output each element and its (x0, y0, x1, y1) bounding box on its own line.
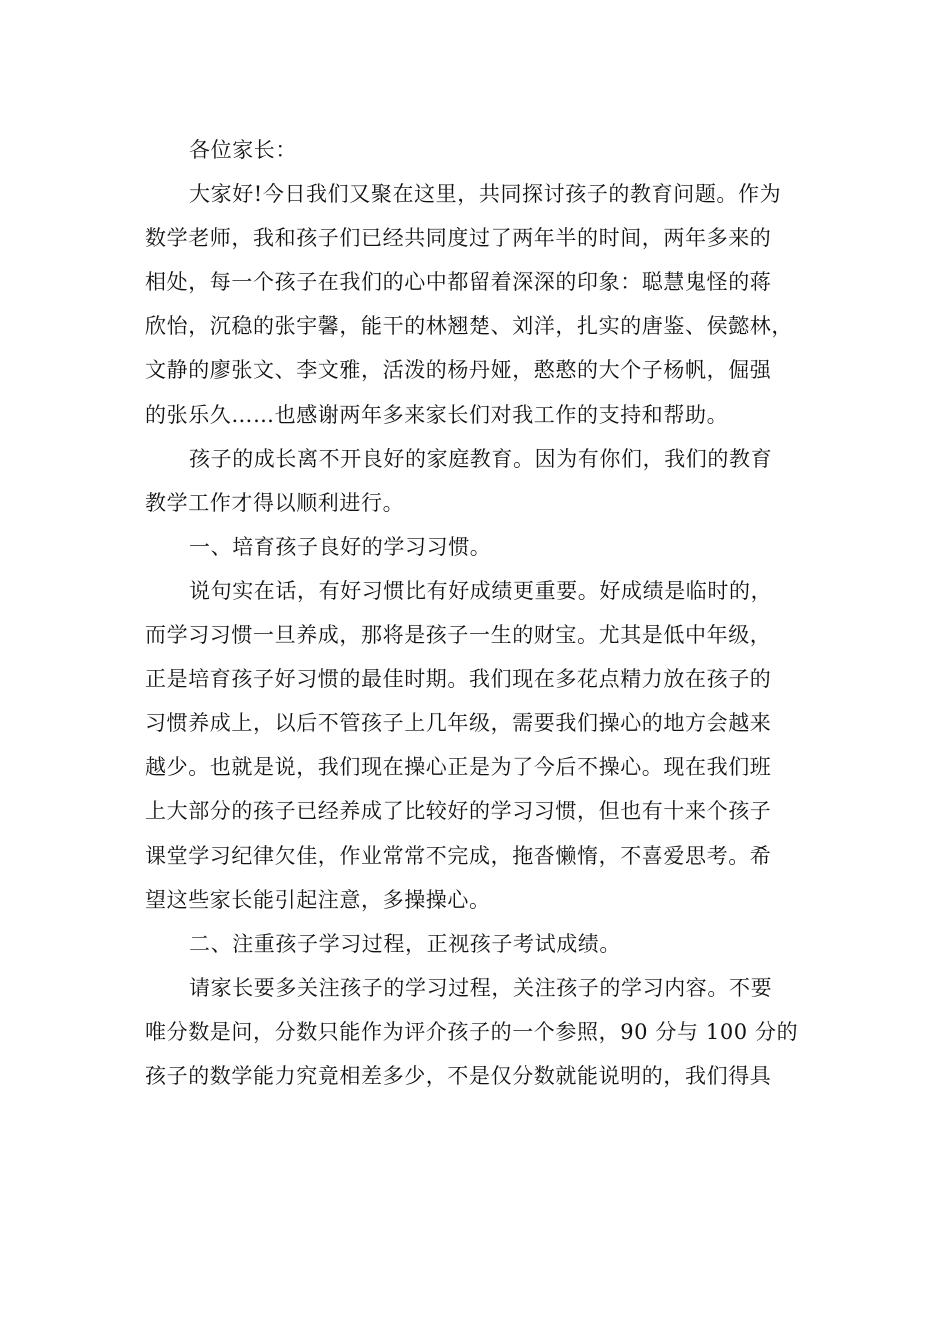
paragraph-line: 教学工作才得以顺利进行。 (145, 490, 405, 515)
letter-body (145, 128, 825, 1098)
paragraph-line: 而学习习惯一旦养成，那将是孩子一生的财宝。尤其是低中年级， (145, 623, 772, 648)
paragraph-line: 文静的廖张文、李文雅，活泼的杨丹娅，憨憨的大个子杨帆，倔强 (145, 358, 772, 383)
paragraph-line: 相处，每一个孩子在我们的心中都留着深深的印象：聪慧鬼怪的蒋 (145, 270, 772, 295)
paragraph-line: 请家长要多关注孩子的学习过程，关注孩子的学习内容。不要 (189, 975, 773, 1000)
paragraph-line: 上大部分的孩子已经养成了比较好的学习习惯，但也有十来个孩子 (145, 799, 772, 824)
paragraph-line: 唯分数是问，分数只能作为评介孩子的一个参照，90 分与 100 分的 (145, 1019, 799, 1044)
paragraph-line: 说句实在话，有好习惯比有好成绩更重要。好成绩是临时的， (189, 578, 773, 603)
paragraph-line: 孩子的成长离不开良好的家庭教育。因为有你们，我们的教育 (189, 446, 773, 471)
paragraph-line: 课堂学习纪律欠佳，作业常常不完成，拖沓懒惰，不喜爱思考。希 (145, 843, 772, 868)
paragraph-line: 孩子的数学能力究竟相差多少，不是仅分数就能说明的，我们得具 (145, 1063, 772, 1088)
section-heading-1: 一、培育孩子良好的学习习惯。 (189, 534, 492, 559)
paragraph-line: 数学老师，我和孩子们已经共同度过了两年半的时间，两年多来的 (145, 226, 772, 251)
paragraph-line: 越少。也就是说，我们现在操心正是为了今后不操心。现在我们班 (145, 755, 772, 780)
paragraph-line: 望这些家长能引起注意，多操操心。 (145, 887, 491, 912)
paragraph-line: 正是培育孩子好习惯的最佳时期。我们现在多花点精力放在孩子的 (145, 667, 772, 692)
salutation-line: 各位家长： (189, 138, 297, 162)
paragraph-line: 大家好!今日我们又聚在这里，共同探讨孩子的教育问题。作为 (189, 182, 782, 207)
section-heading-2: 二、注重孩子学习过程，正视孩子考试成绩。 (189, 931, 621, 956)
paragraph-line: 的张乐久……也感谢两年多来家长们对我工作的支持和帮助。 (145, 402, 729, 427)
paragraph-line: 欣怡，沉稳的张宇馨，能干的林翘楚、刘洋，扎实的唐鉴、侯懿林， (145, 314, 793, 339)
paragraph-line: 习惯养成上，以后不管孩子上几年级，需要我们操心的地方会越来 (145, 711, 772, 736)
